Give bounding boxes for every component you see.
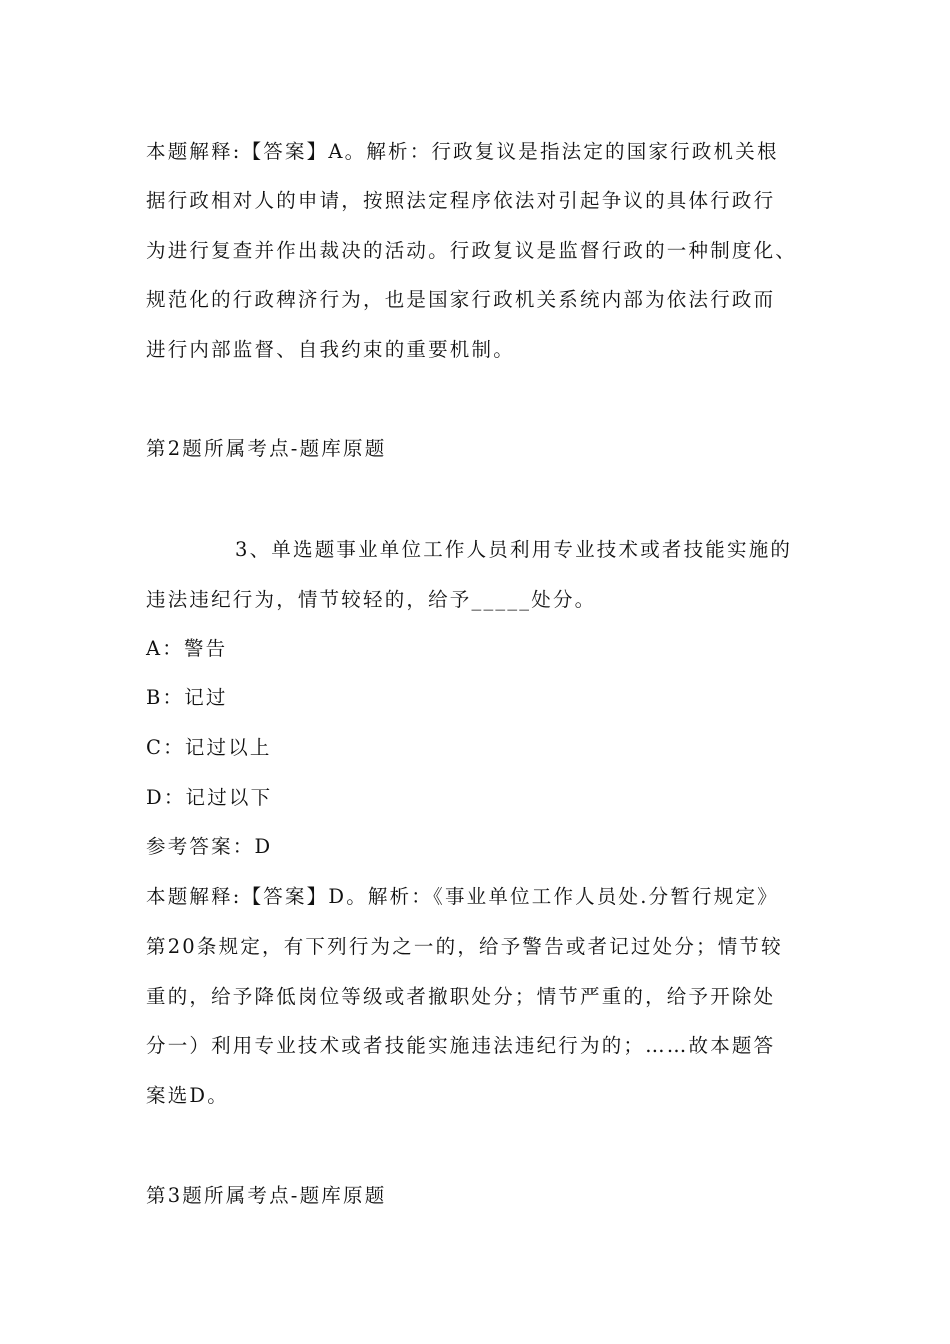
explanation-line: 本题解释:【答案】A。解析：行政复议是指法定的国家行政机关根 bbox=[146, 140, 779, 163]
explanation-line: 分一）利用专业技术或者技能实施违法违纪行为的；……故本题答 bbox=[146, 1034, 776, 1057]
explanation-line: 案选D。 bbox=[146, 1084, 229, 1107]
question-text: 违法违纪行为，情节较轻的，给予_____处分。 bbox=[146, 588, 597, 611]
topic-label: 第3题所属考点-题库原题 bbox=[146, 1184, 387, 1207]
explanation-line: 规范化的行政稗济行为，也是国家行政机关系统内部为依法行政而 bbox=[146, 288, 776, 311]
reference-answer: 参考答案：D bbox=[146, 835, 273, 858]
explanation-line: 为进行复查并作出裁决的活动。行政复议是监督行政的一种制度化、 bbox=[146, 239, 798, 262]
explanation-line: 据行政相对人的申请，按照法定程序依法对引起争议的具体行政行 bbox=[146, 189, 776, 212]
explanation-line: 重的，给予降低岗位等级或者撤职处分；情节严重的，给予开除处 bbox=[146, 985, 776, 1008]
explanation-line: 第20条规定，有下列行为之一的，给予警告或者记过处分；情节较 bbox=[146, 935, 783, 958]
explanation-line: 本题解释:【答案】D。解析：《事业单位工作人员处.分暂行规定》 bbox=[146, 885, 779, 908]
question-text: 3、单选题事业单位工作人员利用专业技术或者技能实施的 bbox=[235, 538, 793, 561]
option-d: D：记过以下 bbox=[146, 786, 273, 809]
option-b: B：记过 bbox=[146, 686, 228, 709]
option-a: A：警告 bbox=[146, 637, 228, 660]
option-c: C：记过以上 bbox=[146, 736, 272, 759]
explanation-line: 进行内部监督、自我约束的重要机制。 bbox=[146, 338, 515, 361]
topic-label: 第2题所属考点-题库原题 bbox=[146, 437, 387, 460]
